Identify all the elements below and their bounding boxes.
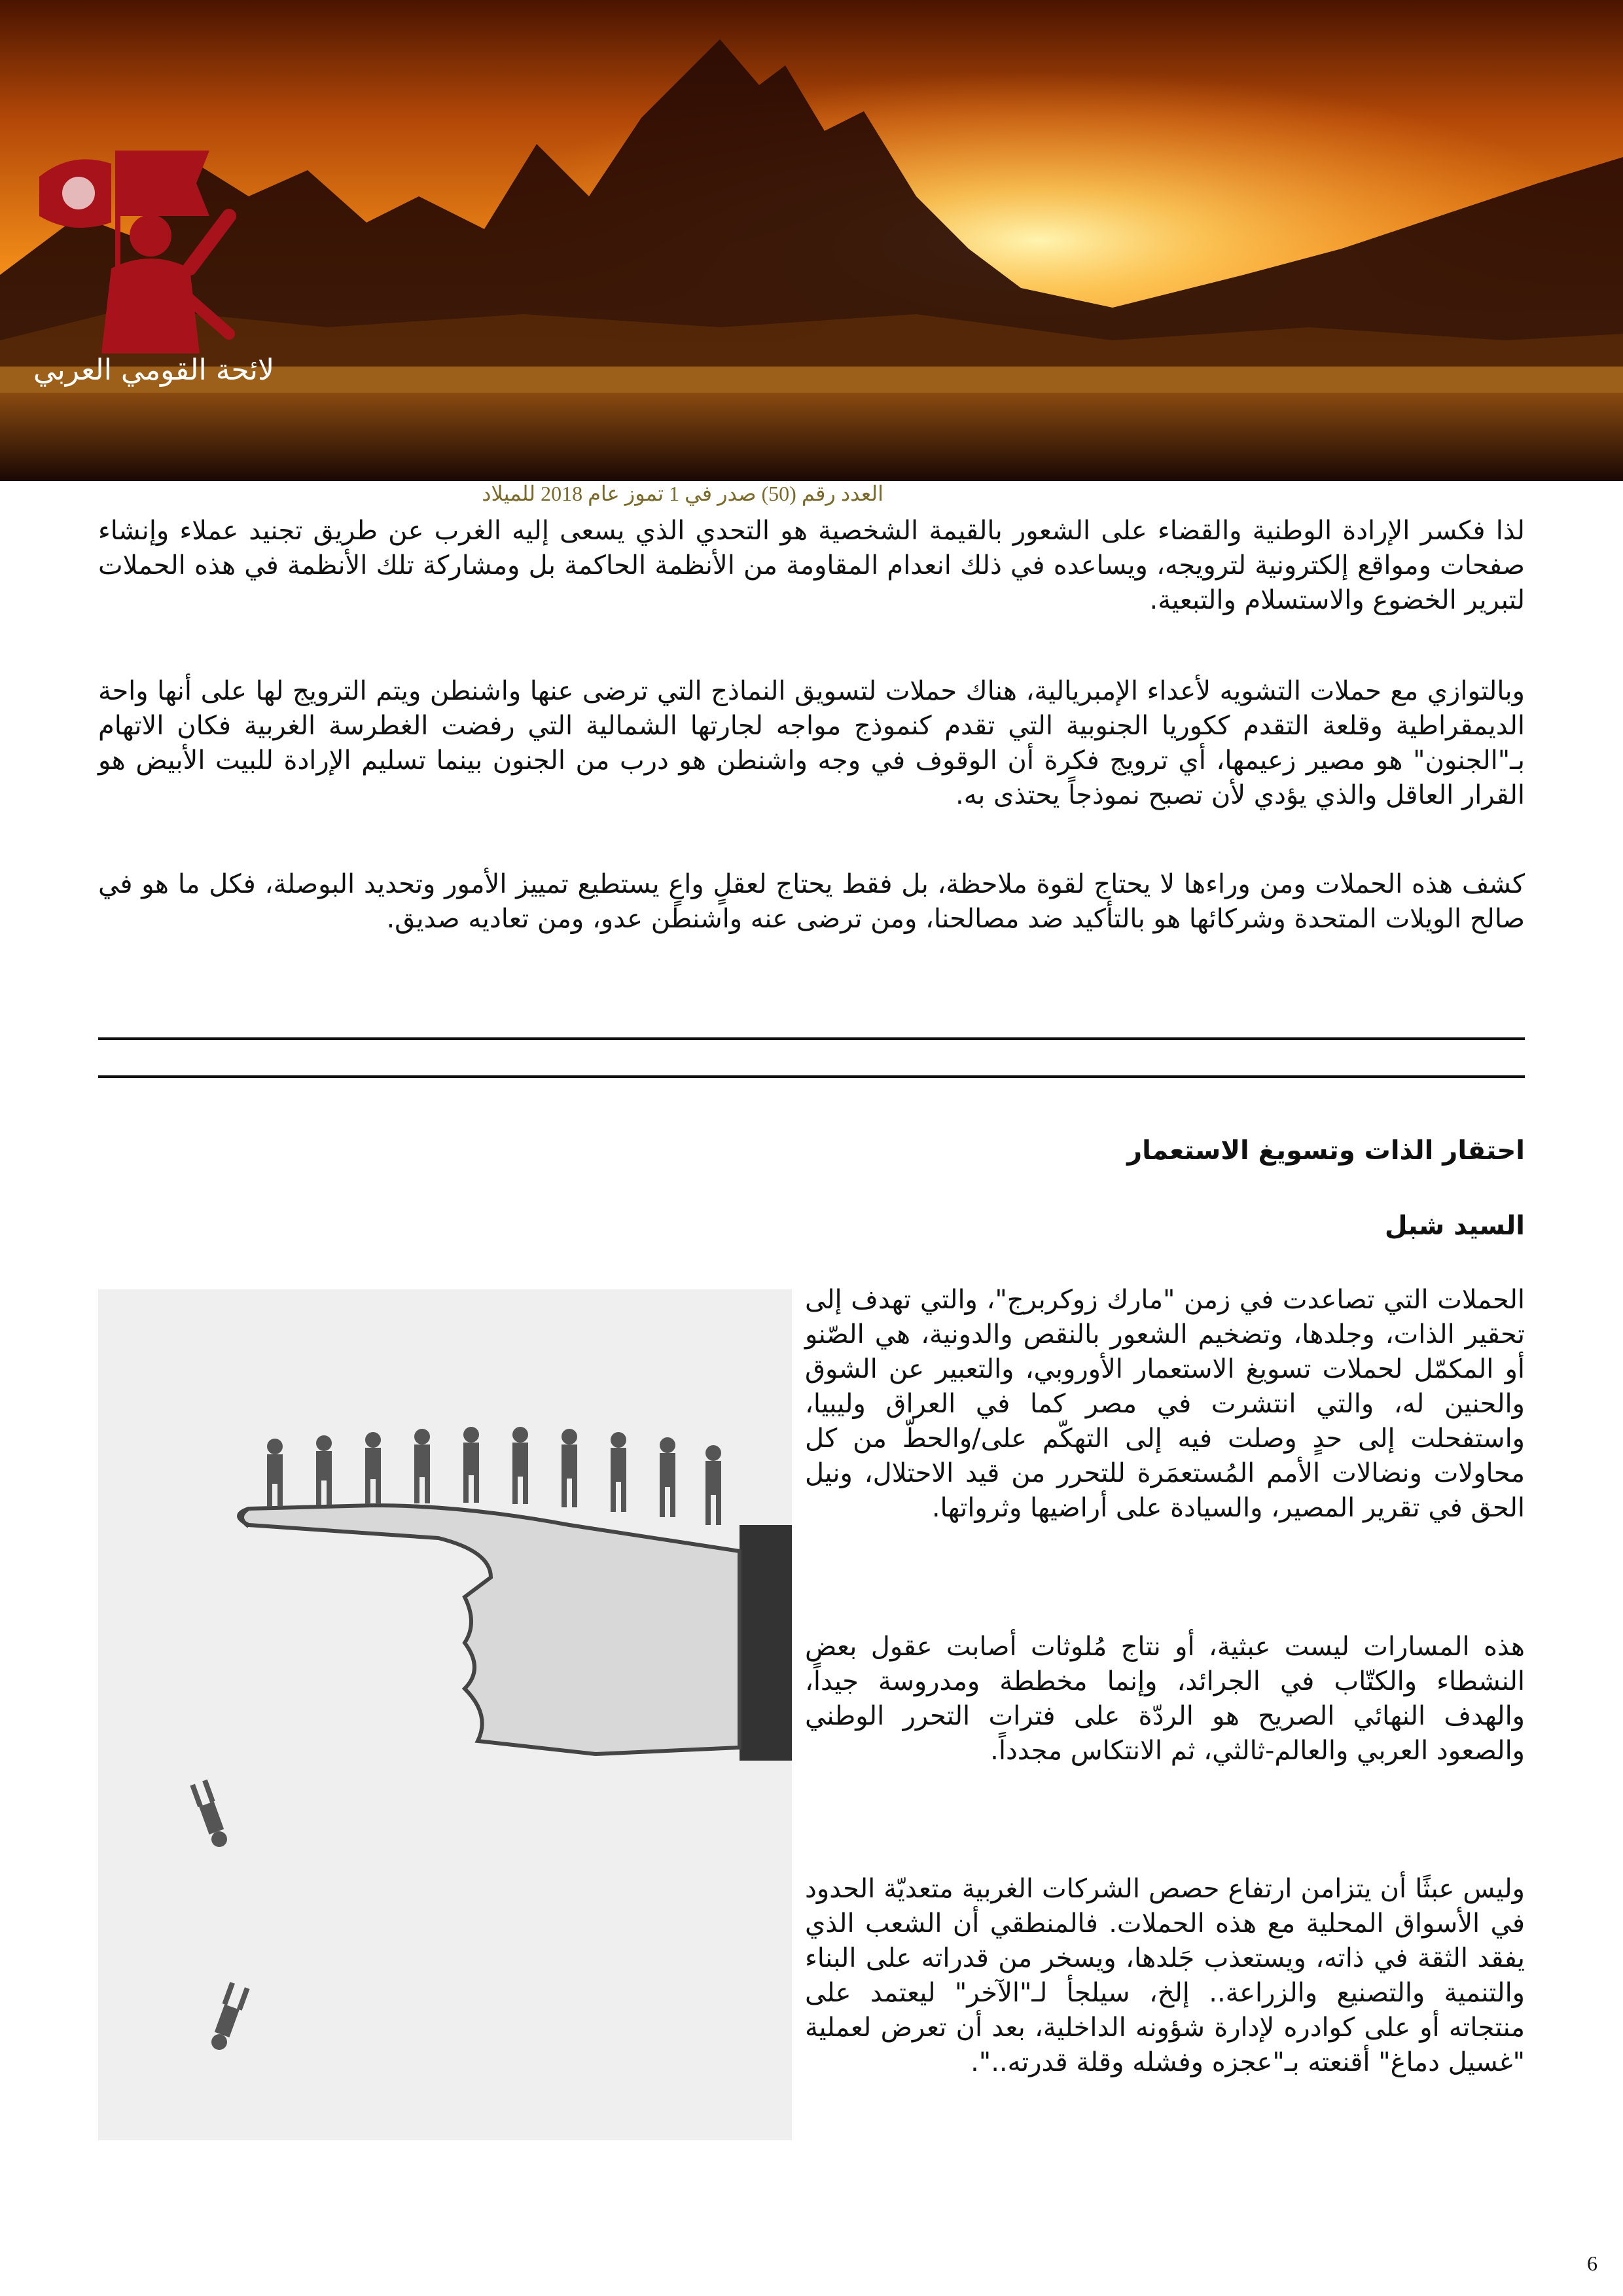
- illustration: [98, 1289, 792, 2140]
- logo-text: لائحة القومي العربي: [33, 353, 275, 387]
- article-title: احتقار الذات وتسويغ الاستعمار: [1127, 1136, 1525, 1166]
- paragraph-3: كشف هذه الحملات ومن وراءها لا يحتاج لقوة ملاحظة، بل فقط يحتاج لعقلٍ واعٍ يستطيع تمييز الأمور وتحديد البوصلة، فكل ما هو في صالح الويلات المتحدة وشركائها هو بالتأكيد ضد مصالحنا، ومن ترضى عنه واشنطن عدو، ومن تعاديه صديق.: [98, 869, 1525, 934]
- divider-top: [98, 1037, 1525, 1040]
- article-author: السيد شبل: [1384, 1211, 1525, 1241]
- divider-bottom: [98, 1075, 1525, 1078]
- article-paragraph-2: هذه المسارات ليست عبثية، أو نتاج مُلوثات أصابت عقول بعض النشطاء والكتّاب في الجرائد، وإنما مخططة ومدروسة جيداً، والهدف النهائي الصريح هو الردّة على فترات التحرر الوطني والصعود العربي والعالم-ثالثي، ثم الانتكاس مجدداً.: [805, 1632, 1525, 1766]
- pointing-hand-illustration: [98, 1289, 792, 2140]
- article-paragraph-3: وليس عبثًا أن يتزامن ارتفاع حصص الشركات الغربية متعديّة الحدود في الأسواق المحلية مع هذه الحملات. فالمنطقي أن الشعب الذي يفقد الثقة في ذاته، ويستعذب جَلدها، ويسخر من قدراته على البناء والتنمية والتصنيع والزراعة.. إلخ، سيلجأ لـ"الآخر" ليعتمد على منتجاته أو على كوادره لإدارة شؤونه الداخلية، بعد أن تعرض لعملية "غسيل دماغ" أقنعته بـ"عجزه وفشله وقلة قدرته..".: [805, 1874, 1525, 2077]
- issue-line: العدد رقم (50) صدر في 1 تموز عام 2018 للميلاد: [482, 482, 883, 505]
- header-banner: [0, 0, 1623, 481]
- paragraph-2: وبالتوازي مع حملات التشويه لأعداء الإمبريالية، هناك حملات لتسويق النماذج التي ترضى عنها واشنطن ويتم الترويج لها على أنها واحة الديمقراطية وقلعة التقدم ككوريا الجنوبية التي تقدم كنموذج مواجه لجارتها الشمالية التي رفضت الغطرسة الغربية فكان الاتهام بـ"الجنون" هو مصير زعيمها، أي ترويج فكرة أن الوقوف في وجه واشنطن هو درب من الجنون بينما تسليم الإرادة للبيت الأبيض هو القرار العاقل والذي يؤدي لأن تصبح نموذجاً يحتذى به.: [98, 676, 1525, 810]
- page-number: 6: [1587, 2251, 1597, 2275]
- paragraph-1: لذا فكسر الإرادة الوطنية والقضاء على الشعور بالقيمة الشخصية هو التحدي الذي يسعى إليه الغرب عن طريق تجنيد عملاء وإنشاء صفحات ومواقع إلكترونية لترويجه، ويساعده في ذلك انعدام المقاومة من الأنظمة الحاكمة بل ومشاركة تلك الأنظمة في هذه الحملات لتبرير الخضوع والاستسلام والتبعية.: [98, 516, 1525, 615]
- article-paragraph-1: الحملات التي تصاعدت في زمن "مارك زوكربرج"، والتي تهدف إلى تحقير الذات، وجلدها، وتضخيم الشعور بالنقص والدونية، هي الصّنو أو المكمّل لحملات تسويغ الاستعمار الأوروبي، والتعبير عن الشوق والحنين له، والتي انتشرت في مصر كما في العراق وليبيا، واستفحلت إلى حدٍ وصلت فيه إلى التهكّم على/والحطّ من كل محاولات ونضالات الأمم المُستعمَرة للتحرر من قيد الاحتلال، ونيل الحق في تقرير المصير، والسيادة على أراضيها وثرواتها.: [805, 1285, 1525, 1523]
